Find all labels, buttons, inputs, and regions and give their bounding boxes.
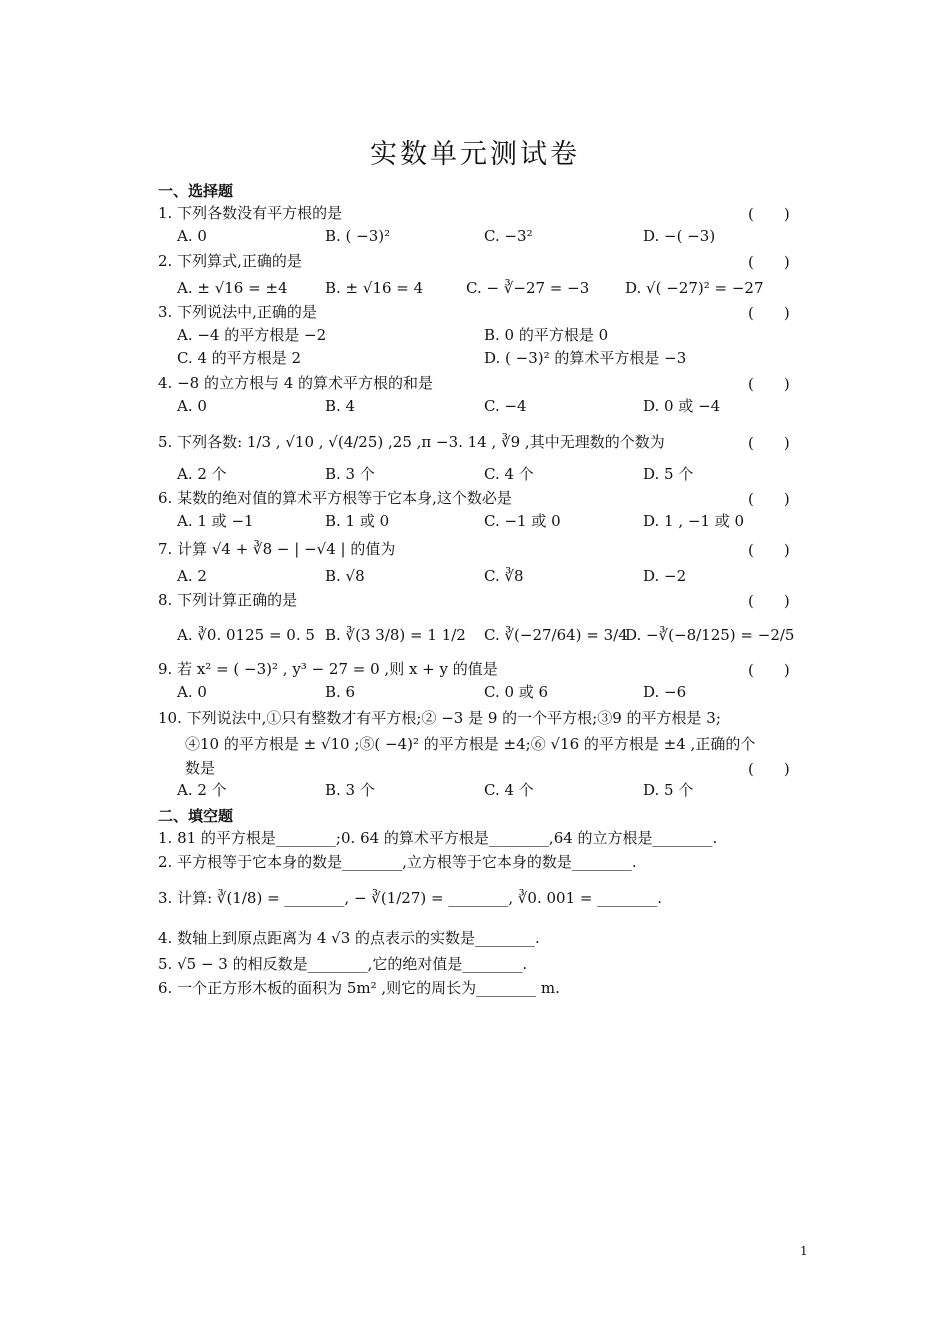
- q4-option-a: A. 0: [177, 397, 207, 415]
- question-9-stem: 9. 若 x² = ( −3)² , y³ − 27 = 0 ,则 x + y 的值是: [158, 660, 498, 678]
- page-number: 1: [800, 1244, 808, 1258]
- q2-option-d: D. √( −27)² = −27: [625, 279, 764, 297]
- page-title: 实数单元测试卷: [370, 139, 580, 170]
- q7-option-a: A. 2: [177, 567, 207, 585]
- q10-option-b: B. 3 个: [325, 781, 375, 799]
- q6-option-a: A. 1 或 −1: [177, 512, 254, 530]
- q4-option-d: D. 0 或 −4: [643, 397, 721, 415]
- q8-option-d: D. −∛(−8/125) = −2/5: [625, 626, 795, 644]
- answer-bracket: ( ): [748, 760, 790, 778]
- section-heading-choice: 一、选择题: [158, 182, 234, 200]
- q1-option-a: A. 0: [177, 227, 207, 245]
- q5-option-c: C. 4 个: [484, 465, 534, 483]
- fill-question-1: 1. 81 的平方根是________;0. 64 的算术平方根是________,64 的立方根是________.: [158, 829, 718, 847]
- q7-option-d: D. −2: [643, 567, 687, 585]
- q2-option-c: C. − ∛−27 = −3: [466, 279, 590, 297]
- q8-option-b: B. ∛(3 3/8) = 1 1/2: [325, 626, 466, 644]
- q8-option-a: A. ∛0. 0125 = 0. 5: [177, 626, 315, 644]
- section-heading-fill-in: 二、填空题: [158, 807, 234, 825]
- answer-bracket: ( ): [748, 490, 790, 508]
- question-10-stem-line-1: 10. 下列说法中,①只有整数才有平方根;② −3 是 9 的一个平方根;③9 的平方根是 3;: [158, 709, 721, 727]
- answer-bracket: ( ): [748, 304, 790, 322]
- q4-option-b: B. 4: [325, 397, 356, 415]
- q10-option-a: A. 2 个: [177, 781, 227, 799]
- question-10-stem-line-2: ④10 的平方根是 ± √10 ;⑤( −4)² 的平方根是 ±4;⑥ √16 的平方根是 ±4 ,正确的个: [185, 735, 756, 753]
- answer-bracket: ( ): [748, 541, 790, 559]
- question-2-stem: 2. 下列算式,正确的是: [158, 252, 302, 270]
- q9-option-c: C. 0 或 6: [484, 683, 549, 701]
- q8-option-c: C. ∛(−27/64) = 3/4: [484, 626, 628, 644]
- q5-option-a: A. 2 个: [177, 465, 227, 483]
- q5-option-d: D. 5 个: [643, 465, 694, 483]
- fill-question-4: 4. 数轴上到原点距离为 4 √3 的点表示的实数是________.: [158, 929, 540, 947]
- q9-option-b: B. 6: [325, 683, 356, 701]
- question-10-stem-line-3: 数是: [185, 759, 216, 777]
- q9-option-a: A. 0: [177, 683, 207, 701]
- question-6-stem: 6. 某数的绝对值的算术平方根等于它本身,这个数必是: [158, 489, 512, 507]
- q3-option-d: D. ( −3)² 的算术平方根是 −3: [484, 349, 687, 367]
- answer-bracket: ( ): [748, 434, 790, 452]
- fill-question-5: 5. √5 − 3 的相反数是________,它的绝对值是________.: [158, 955, 528, 973]
- q1-option-d: D. −( −3): [643, 227, 716, 245]
- q1-option-b: B. ( −3)²: [325, 227, 391, 245]
- q10-option-c: C. 4 个: [484, 781, 534, 799]
- q7-option-c: C. ∛8: [484, 567, 524, 585]
- q9-option-d: D. −6: [643, 683, 687, 701]
- q1-option-c: C. −3²: [484, 227, 533, 245]
- answer-bracket: ( ): [748, 205, 790, 223]
- q3-option-c: C. 4 的平方根是 2: [177, 349, 302, 367]
- question-4-stem: 4. −8 的立方根与 4 的算术平方根的和是: [158, 374, 434, 392]
- fill-question-3: 3. 计算: ∛(1/8) = ________, − ∛(1/27) = ________, ∛0. 001 = ________.: [158, 889, 663, 907]
- q3-option-b: B. 0 的平方根是 0: [484, 326, 609, 344]
- fill-question-2: 2. 平方根等于它本身的数是________,立方根等于它本身的数是________.: [158, 853, 637, 871]
- q4-option-c: C. −4: [484, 397, 527, 415]
- fill-question-6: 6. 一个正方形木板的面积为 5m² ,则它的周长为________ m.: [158, 979, 560, 997]
- q5-option-b: B. 3 个: [325, 465, 375, 483]
- question-1-stem: 1. 下列各数没有平方根的是: [158, 204, 343, 222]
- q6-option-d: D. 1 , −1 或 0: [643, 512, 745, 530]
- q3-option-a: A. −4 的平方根是 −2: [177, 326, 327, 344]
- question-5-stem: 5. 下列各数: 1/3 , √10 , √(4/25) ,25 ,π −3. 14 , ∛9 ,其中无理数的个数为: [158, 433, 665, 451]
- q7-option-b: B. √8: [325, 567, 365, 585]
- question-3-stem: 3. 下列说法中,正确的是: [158, 303, 317, 321]
- q6-option-c: C. −1 或 0: [484, 512, 561, 530]
- answer-bracket: ( ): [748, 375, 790, 393]
- answer-bracket: ( ): [748, 592, 790, 610]
- q2-option-a: A. ± √16 = ±4: [177, 279, 288, 297]
- q10-option-d: D. 5 个: [643, 781, 694, 799]
- answer-bracket: ( ): [748, 253, 790, 271]
- answer-bracket: ( ): [748, 661, 790, 679]
- question-8-stem: 8. 下列计算正确的是: [158, 591, 298, 609]
- q6-option-b: B. 1 或 0: [325, 512, 390, 530]
- question-7-stem: 7. 计算 √4 + ∛8 − | −√4 | 的值为: [158, 540, 396, 558]
- q2-option-b: B. ± √16 = 4: [325, 279, 424, 297]
